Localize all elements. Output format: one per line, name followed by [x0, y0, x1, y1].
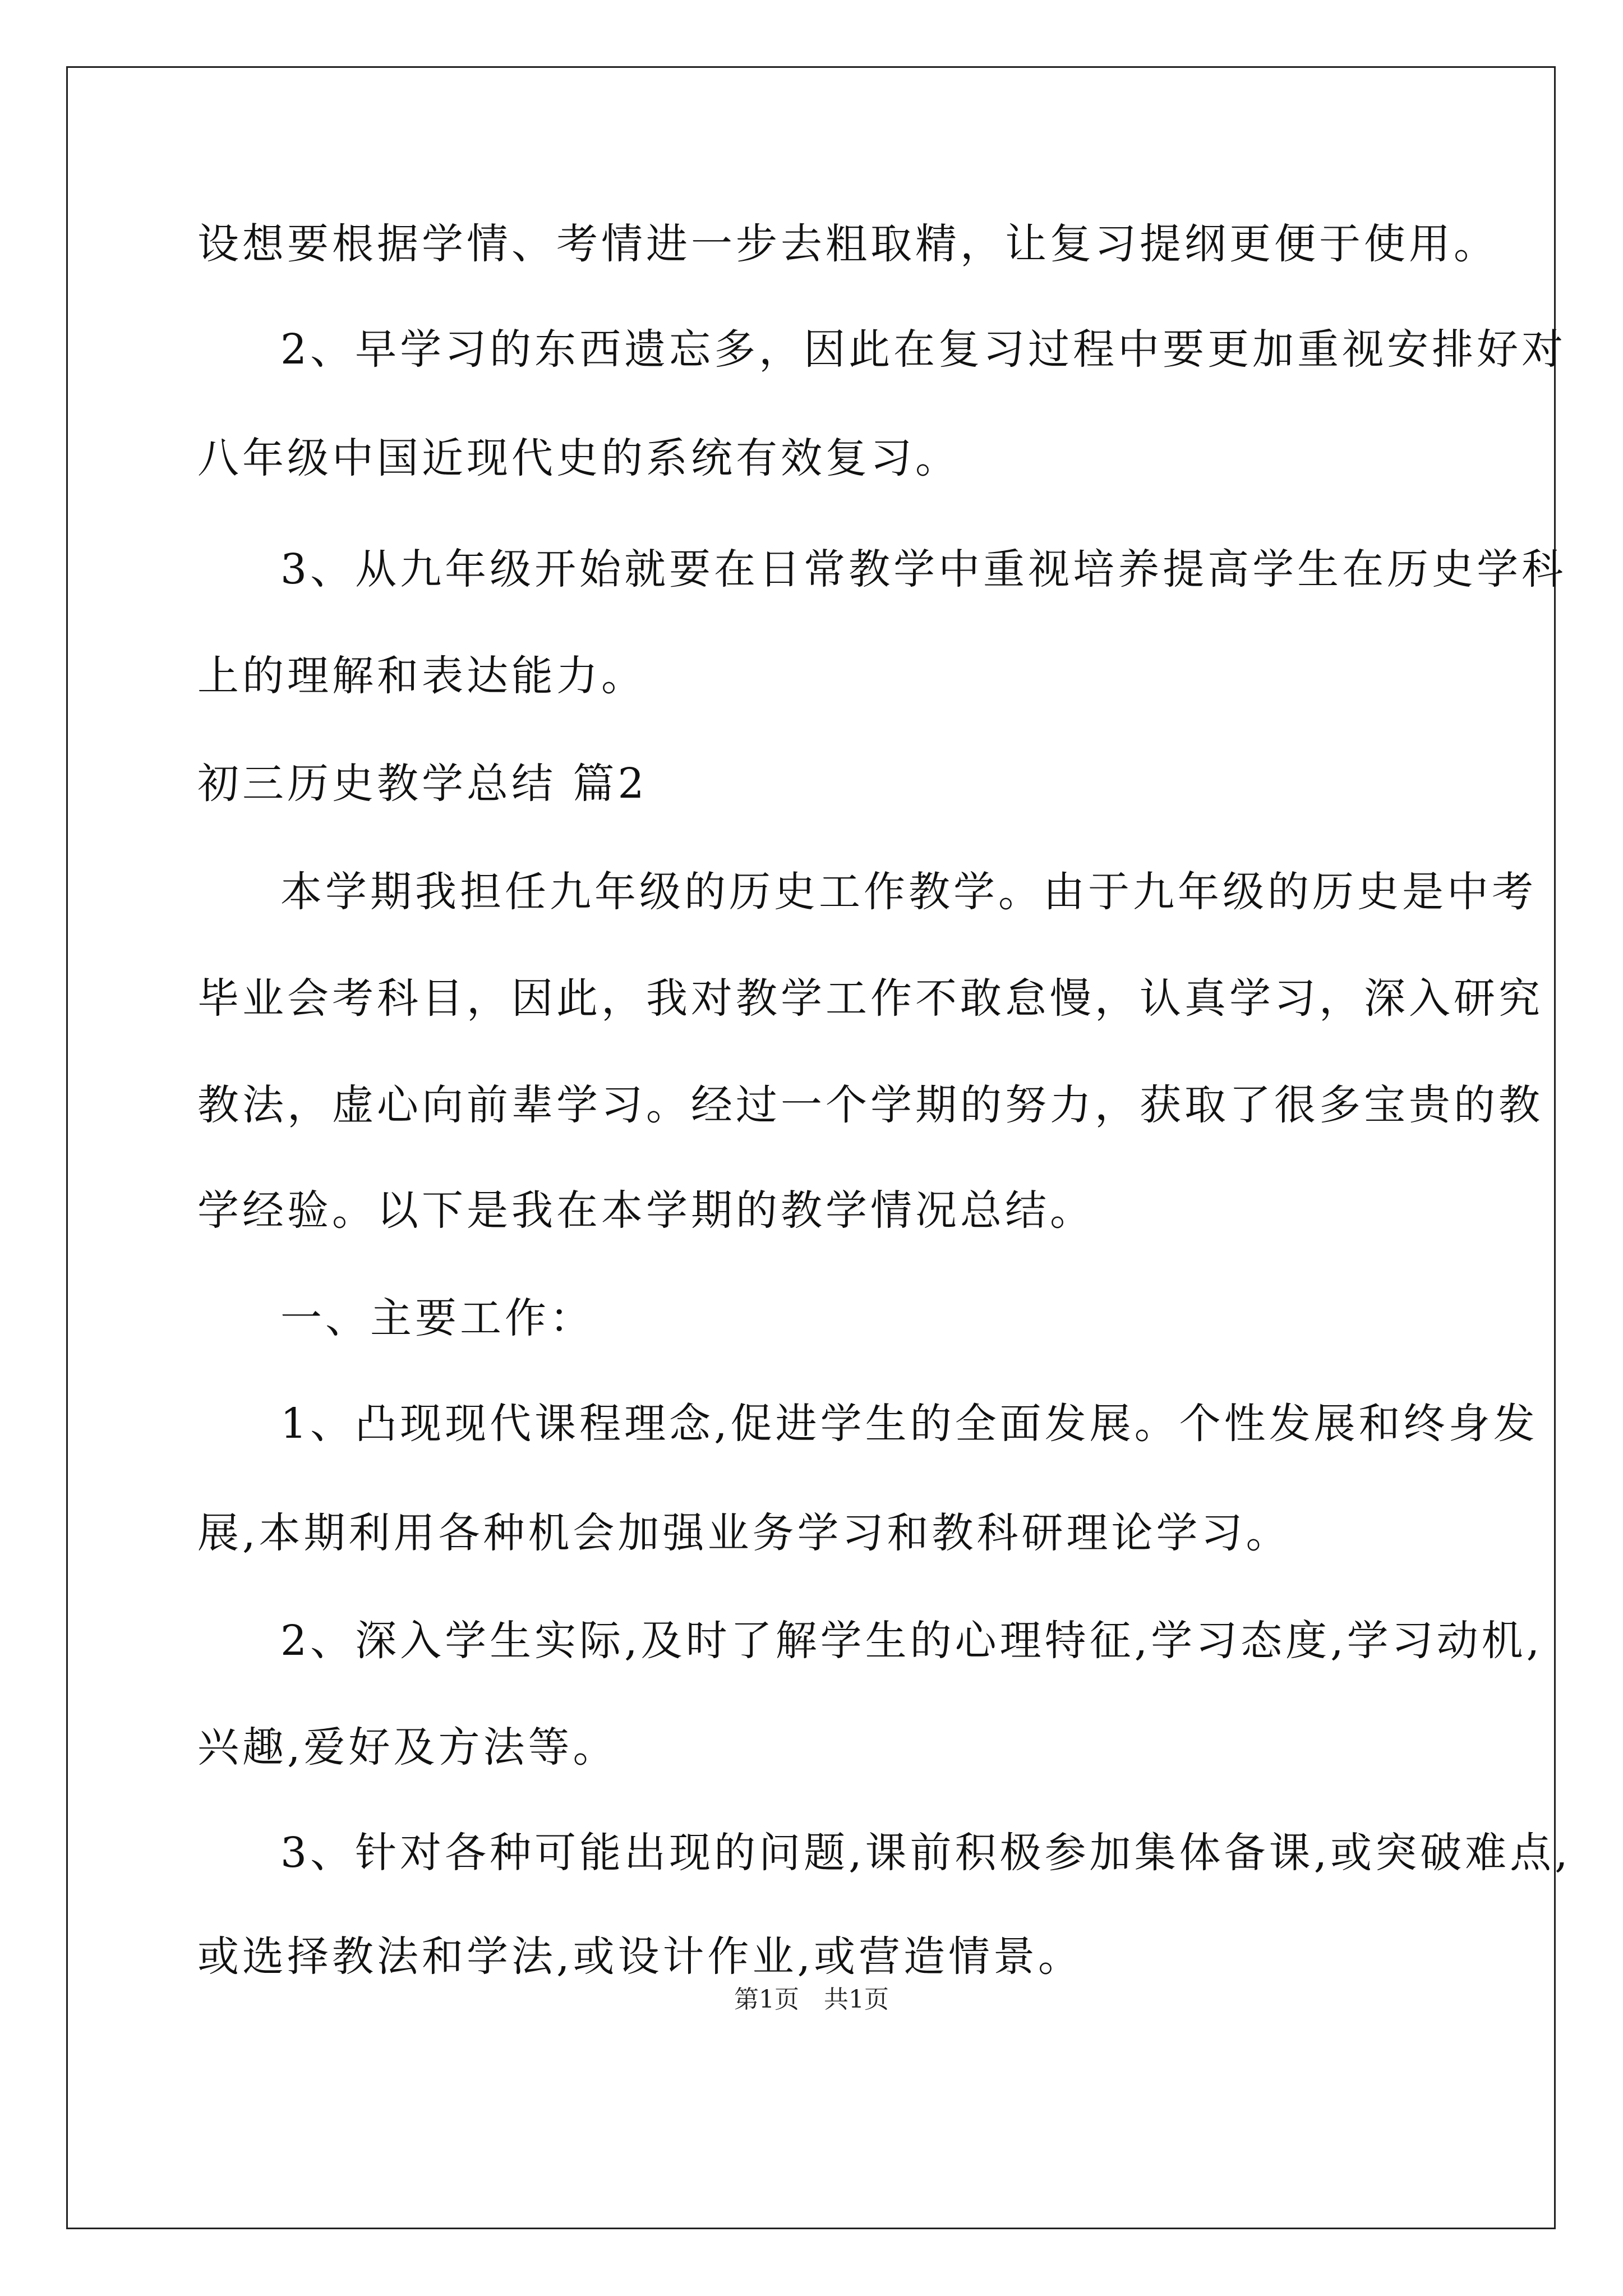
- text-line: 兴趣,爱好及方法等。: [197, 1723, 618, 1772]
- text-line: 毕业会考科目，因此，我对教学工作不敢怠慢，认真学习，深入研究: [197, 974, 1543, 1023]
- text-line: 2、深入学生实际,及时了解学生的心理特征,学习态度,学习动机,: [280, 1617, 1543, 1665]
- text-line: 3、从九年级开始就要在日常教学中重视培养提高学生在历史学科: [280, 545, 1567, 593]
- text-line: 1、凸现现代课程理念,促进学生的全面发展。个性发展和终身发: [280, 1400, 1538, 1448]
- page-border: [66, 66, 1556, 2229]
- text-line: 3、针对各种可能出现的问题,课前积极参加集体备课,或突破难点,: [280, 1829, 1571, 1877]
- subheading: 一、主要工作：: [280, 1294, 594, 1342]
- text-line: 展,本期利用各种机会加强业务学习和教科研理论学习。: [197, 1509, 1291, 1557]
- page-footer: 第1页 共1页: [734, 1985, 889, 2014]
- section-heading: 初三历史教学总结 篇2: [197, 760, 648, 808]
- text-line: 或选择教法和学法,或设计作业,或营造情景。: [197, 1932, 1083, 1981]
- text-line: 本学期我担任九年级的历史工作教学。由于九年级的历史是中考: [280, 868, 1537, 916]
- text-line: 八年级中国近现代史的系统有效复习。: [197, 434, 960, 482]
- text-line: 学经验。以下是我在本学期的教学情况总结。: [197, 1186, 1095, 1235]
- text-line: 2、早学习的东西遗忘多，因此在复习过程中要更加重视安排好对: [280, 325, 1567, 374]
- text-line: 设想要根据学情、考情进一步去粗取精，让复习提纲更便于使用。: [197, 220, 1498, 268]
- text-line: 教法，虚心向前辈学习。经过一个学期的努力，获取了很多宝贵的教: [197, 1081, 1543, 1129]
- text-line: 上的理解和表达能力。: [197, 652, 646, 700]
